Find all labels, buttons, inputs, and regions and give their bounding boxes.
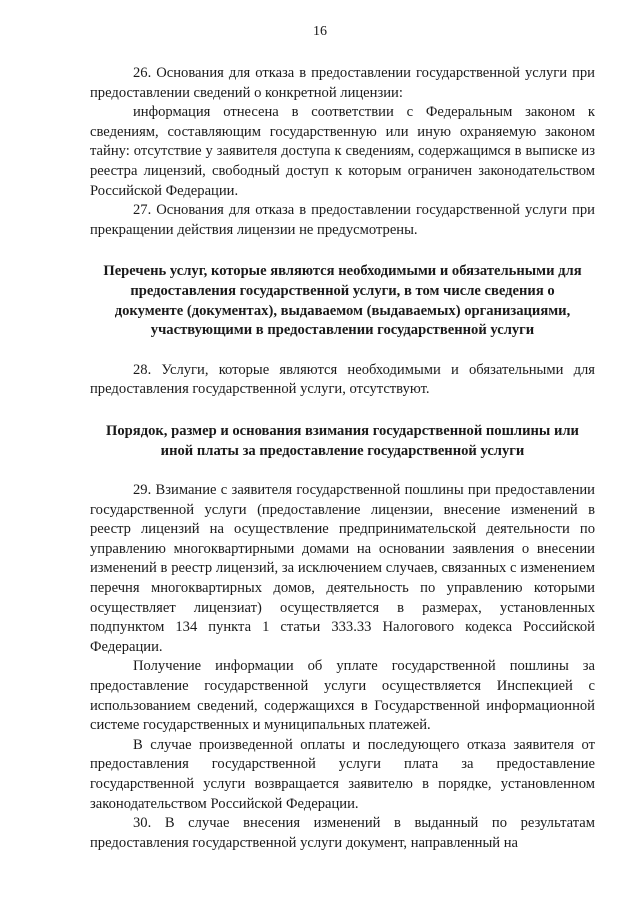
page-number: 16: [313, 24, 327, 39]
paragraph-26: 26. Основания для отказа в предоставлении государственной услуги при предоставлении сведений о конкретной лицензии:: [90, 65, 595, 101]
paragraph-26-info: информация отнесена в соответствии с Федеральным законом к сведениям, составляющим государственную или иную охраняемую законом тайну: отсутствие у заявителя доступа к сведениям, содержащимся в выписке из реестра лицензий, свободный доступ к которым ограничен законодательством Российской Федерации.: [90, 104, 595, 199]
paragraph-28: 28. Услуги, которые являются необходимыми и обязательными для предоставления государственной услуги, отсутствуют.: [90, 361, 595, 398]
section-heading-services-list: Перечень услуг, которые являются необходимыми и обязательными для предоставления государственной услуги, в том числе сведения о документе (документах), выдаваемом (выдаваемых) организациями, участвующими в предоставлении государственной услуги: [103, 263, 582, 339]
document-body: [90, 64, 595, 853]
paragraph-30: 30. В случае внесения изменений в выданный по результатам предоставления государственной услуги документ, направленный на: [90, 815, 595, 851]
section-heading-fees: Порядок, размер и основания взимания государственной пошлины или иной платы за предоставление государственной услуги: [106, 422, 579, 459]
paragraph-29-refund: В случае произведенной оплаты и последующего отказа заявителя от предоставления государственной услуги плата за предоставление государственной услуги возвращается заявителю в порядке, установленном законодательством Российской Федерации.: [90, 736, 595, 812]
paragraph-29: 29. Взимание с заявителя государственной пошлины при предоставлении государственной услуги (предоставление лицензии, внесение изменений в реестр лицензий на осуществление предпринимательской деятельности по управлению многоквартирными домами на основании заявления о внесении изменений в реестр лицензий, за исключением случаев, связанных с изменением перечня многоквартирных домов, деятельность по управлению которыми осуществляет лицензиат) осуществляется в размерах, установленных подпунктом 134 пункта 1 статьи 333.33 Налогового кодекса Российской Федерации.: [90, 482, 595, 655]
paragraph-27: 27. Основания для отказа в предоставлении государственной услуги при прекращении действия лицензии не предусмотрены.: [90, 202, 595, 238]
paragraph-29-fee-info: Получение информации об уплате государственной пошлины за предоставление государственной услуги осуществляется Инспекцией с использованием сведений, содержащихся в Государственной информационной системе государственных и муниципальных платежей.: [90, 658, 595, 734]
